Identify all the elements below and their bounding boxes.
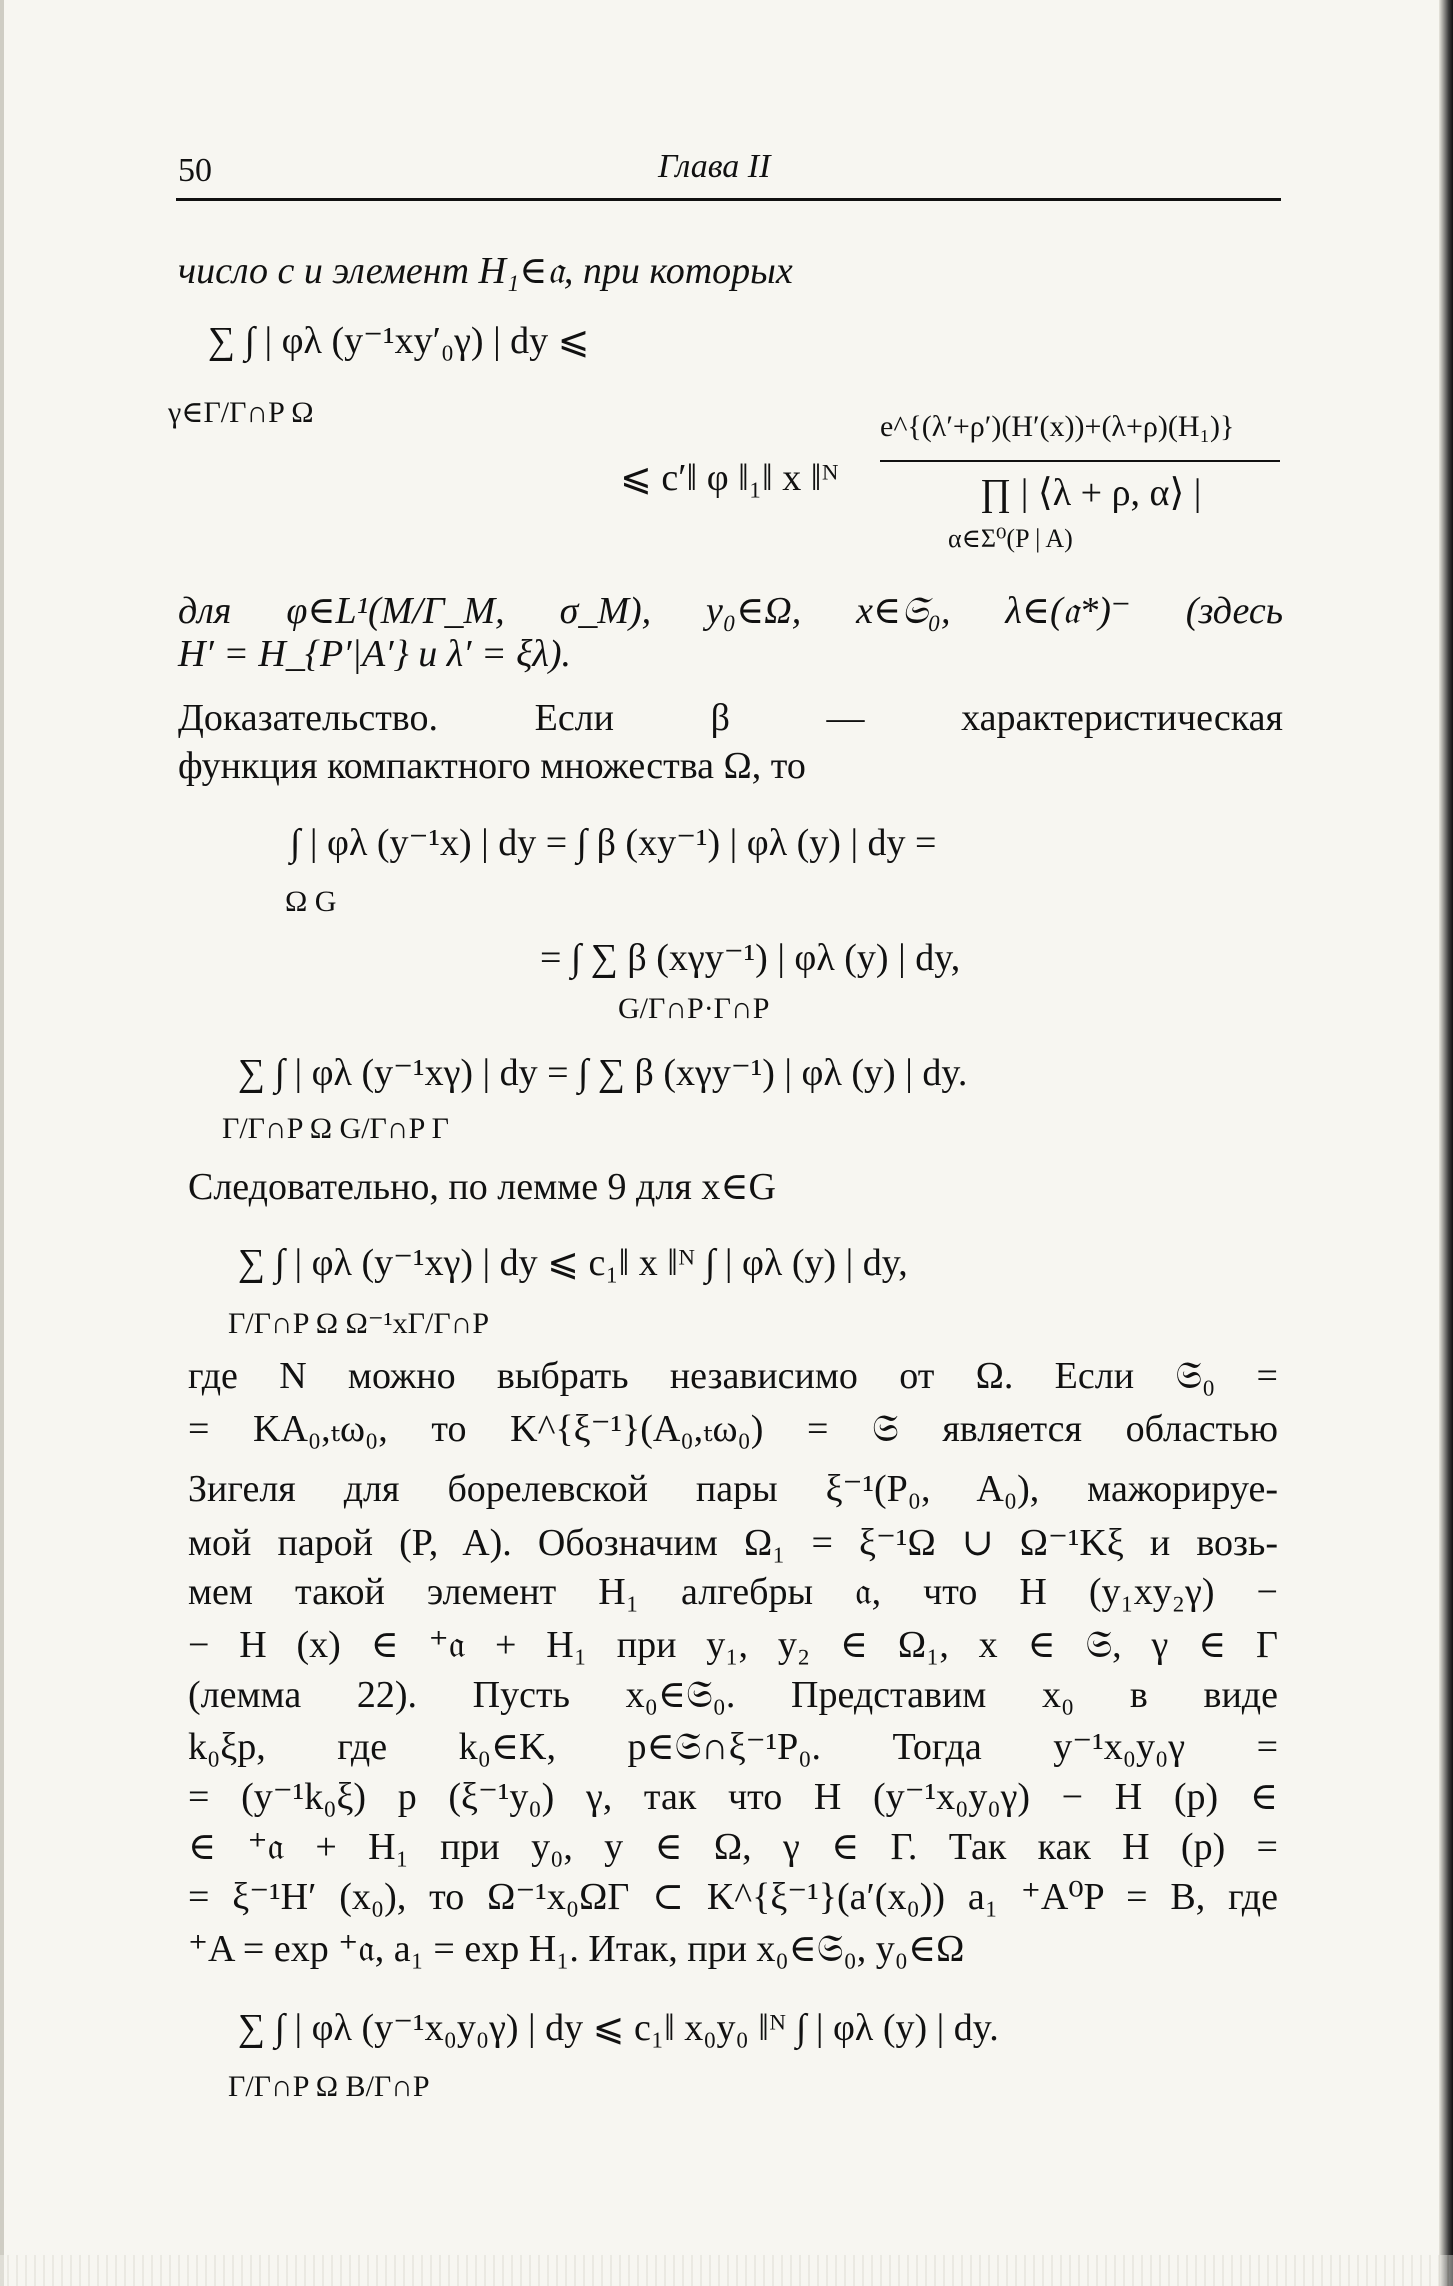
text-line: − H (x) ∈ ⁺𝔞 + H₁ при y₁, y₂ ∈ Ω₁, x ∈ 𝔖, γ ∈ Γ <box>188 1624 1278 1666</box>
text-line: Зигеля для борелевской пары ξ⁻¹(P₀, A₀), мажорируе- <box>188 1468 1278 1510</box>
page-binding-edge <box>1439 0 1453 2286</box>
formula-line: ∑ ∫ | φλ (y⁻¹xy′₀γ) | dy ⩽ <box>208 320 590 362</box>
formula-subscript: Γ/Γ∩P Ω Ω⁻¹xΓ/Γ∩P <box>228 1307 490 1340</box>
formula-subscript: α∈Σ⁰(P | A) <box>948 524 1073 553</box>
text-line: ⁺A = exp ⁺𝔞, a₁ = exp H₁. Итак, при x₀∈𝔖₀, y₀∈Ω <box>188 1928 965 1970</box>
page-number: 50 <box>178 152 212 189</box>
formula-subscript: Ω G <box>285 885 337 918</box>
formula-line: ∑ ∫ | φλ (y⁻¹xγ) | dy ⩽ c₁‖ x ‖ᴺ ∫ | φλ (y) | dy, <box>238 1242 908 1284</box>
formula-numerator: e^{(λ′+ρ′)(H′(x))+(λ+ρ)(H₁)} <box>880 410 1235 443</box>
text-line: = (y⁻¹k₀ξ) p (ξ⁻¹y₀) γ, так что H (y⁻¹x₀y₀γ) − H (p) ∈ <box>188 1776 1278 1818</box>
text-line: число c и элемент H₁∈𝔞, при которых <box>178 250 793 292</box>
fraction-bar <box>880 460 1280 462</box>
text-line: (лемма 22). Пусть x₀∈𝔖₀. Представим x₀ в виде <box>188 1674 1278 1716</box>
text-line: H′ = H_{P′|A′} и λ′ = ξλ). <box>178 633 572 675</box>
text-line: = KA₀,ₜω₀, то K^{ξ⁻¹}(A₀,ₜω₀) = 𝔖 является областью <box>188 1408 1278 1450</box>
text-line: мой парой (P, A). Обозначим Ω₁ = ξ⁻¹Ω ∪ Ω⁻¹Kξ и возь- <box>188 1522 1278 1564</box>
header-rule <box>176 198 1281 201</box>
text-line: = ξ⁻¹H′ (x₀), то Ω⁻¹x₀ΩΓ ⊂ K^{ξ⁻¹}(a′(x₀)) a₁ ⁺A⁰P = B, где <box>188 1876 1278 1918</box>
formula-line: ∫ | φλ (y⁻¹x) | dy = ∫ β (xy⁻¹) | φλ (y) | dy = <box>290 822 937 864</box>
text-line: функция компактного множества Ω, то <box>178 745 806 787</box>
formula-subscript: G/Γ∩P·Γ∩P <box>618 992 770 1025</box>
text-line: где N можно выбрать независимо от Ω. Если 𝔖₀ = <box>188 1355 1278 1397</box>
formula-denominator: ∏ | ⟨λ + ρ, α⟩ | <box>980 472 1202 514</box>
formula-line: ∑ ∫ | φλ (y⁻¹x₀y₀γ) | dy ⩽ c₁‖ x₀y₀ ‖ᴺ ∫ | φλ (y) | dy. <box>238 2007 999 2049</box>
text-line: для φ∈L¹(M/Γ_M, σ_M), y₀∈Ω, x∈𝔖₀, λ∈(𝔞*)⁻ (здесь <box>178 590 1283 632</box>
scan-noise <box>0 2255 1453 2286</box>
page-left-edge <box>0 0 4 2286</box>
text-line: Доказательство. Если β — характеристическая <box>178 697 1283 739</box>
text-line: Следовательно, по лемме 9 для x∈G <box>188 1166 776 1208</box>
running-title: Глава II <box>658 148 771 185</box>
formula-subscript: Γ/Γ∩P Ω G/Γ∩P Γ <box>222 1112 449 1145</box>
formula-line: ∑ ∫ | φλ (y⁻¹xγ) | dy = ∫ ∑ β (xγy⁻¹) | φλ (y) | dy. <box>238 1052 968 1094</box>
formula-line: ⩽ c′‖ φ ‖₁‖ x ‖ᴺ <box>620 457 839 499</box>
formula-subscript: Γ/Γ∩P Ω B/Γ∩P <box>228 2070 430 2103</box>
formula-line: = ∫ ∑ β (xγy⁻¹) | φλ (y) | dy, <box>540 937 961 979</box>
text-line: мем такой элемент H₁ алгебры 𝔞, что H (y₁xy₂γ) − <box>188 1571 1278 1613</box>
text-line: ∈ ⁺𝔞 + H₁ при y₀, y ∈ Ω, γ ∈ Γ. Так как H (p) = <box>188 1826 1278 1868</box>
text-line: k₀ξp, где k₀∈K, p∈𝔖∩ξ⁻¹P₀. Тогда y⁻¹x₀y₀γ = <box>188 1726 1278 1768</box>
formula-subscript: γ∈Γ/Γ∩P Ω <box>168 396 314 429</box>
